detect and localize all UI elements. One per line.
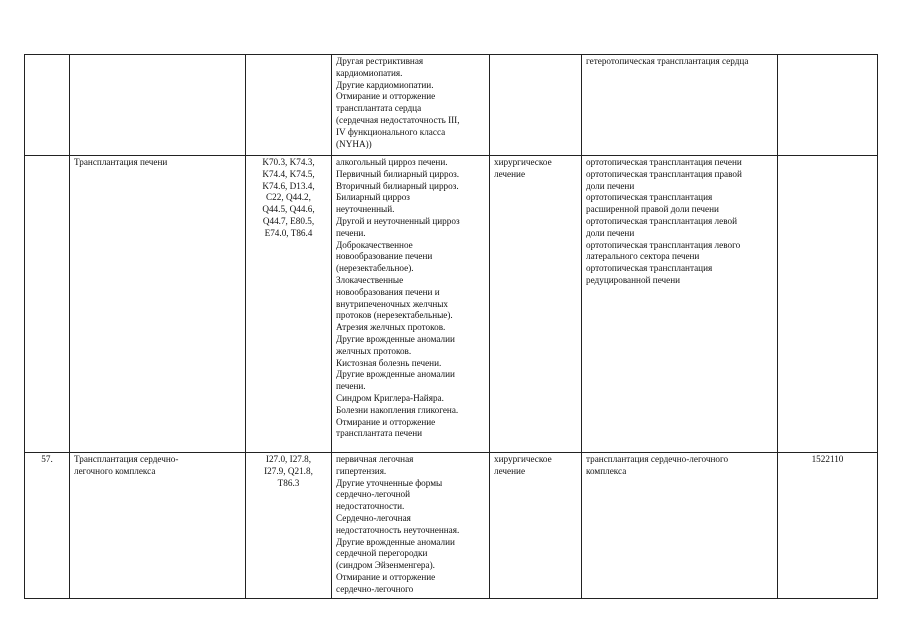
text-line: (сердечная недостаточность III, (336, 114, 460, 125)
text-line: Сердечно-легочная (336, 512, 411, 523)
procedure-name-cell (70, 55, 246, 156)
text-line: печени. (336, 227, 366, 238)
treatment-method-cell (582, 55, 778, 156)
text-line: Другой и неуточненный цирроз (336, 215, 460, 226)
text-line: комплекса (586, 465, 627, 476)
cost-norm-cell (778, 55, 878, 156)
row-number-cell (25, 156, 70, 453)
text-line: недостаточности. (336, 501, 405, 512)
text-line: гетеротопическая трансплантация сердца (586, 56, 749, 66)
treatment-method-cell (582, 156, 778, 453)
text-line: трансплантация сердечно-легочного (586, 454, 729, 464)
cost-norm-cell: 1522110 (778, 453, 878, 599)
text-line: новообразование печени (336, 251, 433, 262)
treatment-type-cell (490, 55, 582, 156)
table-row (25, 156, 878, 453)
text-line: хирургическое (494, 157, 552, 167)
text-line: Отмирание и отторжение (336, 416, 436, 427)
text-line: редуцированной печени (586, 274, 681, 285)
text-line: E74.0, T86.4 (264, 227, 313, 238)
row-number-cell (25, 55, 70, 156)
text-line: ортотопическая трансплантация левой (586, 215, 737, 226)
treatment-type-cell (490, 156, 582, 453)
icd-codes-cell (246, 55, 332, 156)
table-row (25, 453, 878, 599)
text-line: расширенной правой доли печени (586, 204, 719, 215)
text-line: печени. (336, 381, 366, 392)
text-line: IV функционального класса (336, 126, 446, 137)
text-line: Доброкачественное (336, 239, 413, 250)
treatment-type-cell (490, 453, 582, 599)
text-line: алкогольный цирроз печени. (336, 157, 448, 167)
text-line: первичная легочная (336, 454, 414, 464)
text-line: трансплантата сердца (336, 103, 422, 114)
text-line: ортотопическая трансплантация (586, 263, 713, 274)
icd-codes-cell (246, 453, 332, 599)
text-line: K74.6, D13.4, (262, 180, 315, 191)
text-line: ортотопическая трансплантация печени (586, 157, 742, 167)
text-line: внутрипеченочных желчных (336, 298, 449, 309)
procedure-name-cell (70, 453, 246, 599)
text-line: Кистозная болезнь печени. (336, 357, 442, 368)
text-line: сердечно-легочного (336, 583, 414, 594)
text-line: Отмирание и отторжение (336, 91, 436, 102)
patient-model-cell (332, 453, 490, 599)
text-line: Трансплантация сердечно- (74, 454, 179, 464)
text-line: (синдром Эйзенменгера). (336, 560, 435, 571)
text-line: лечение (494, 465, 526, 476)
text-line: K74.4, K74.5, (262, 168, 315, 179)
text-line: ортотопическая трансплантация (586, 192, 713, 203)
text-line: латерального сектора печени (586, 251, 700, 262)
medical-care-table (24, 54, 878, 599)
text-line: Отмирание и отторжение (336, 571, 436, 582)
text-line: Билиарный цирроз (336, 192, 410, 203)
text-line: Q44.7, E80.5, (262, 215, 315, 226)
text-line: сердечной перегородки (336, 548, 428, 559)
text-line: Другие врожденные аномалии (336, 333, 455, 344)
text-line: Трансплантация печени (74, 157, 168, 167)
text-line: Вторичный билиарный цирроз. (336, 180, 459, 191)
text-line: Болезни накопления гликогена. (336, 404, 459, 415)
text-line: Злокачественные (336, 274, 404, 285)
patient-model-cell (332, 156, 490, 453)
text-line: Первичный билиарный цирроз. (336, 168, 460, 179)
cost-norm-cell (778, 156, 878, 453)
text-line: (нерезектабельное). (336, 263, 414, 274)
text-line: Атрезия желчных протоков. (336, 322, 446, 333)
text-line: лечение (494, 168, 526, 179)
text-line: T86.3 (277, 477, 300, 488)
text-line: легочного комплекса (74, 465, 156, 476)
text-line: I27.0, I27.8, (265, 454, 312, 464)
text-line: доли печени (586, 227, 635, 238)
row-number-cell: 57. (25, 453, 70, 599)
table-row (25, 55, 878, 156)
text-line: I27.9, Q21.8, (264, 465, 313, 476)
text-line: протоков (нерезектабельные). (336, 310, 453, 321)
text-line: кардиомиопатия. (336, 67, 403, 78)
text-line: Q44.5, Q44.6, (262, 204, 315, 215)
text-line: Синдром Криглера-Найяра. (336, 392, 444, 403)
text-line: недостаточность неуточненная. (336, 524, 460, 535)
text-line: ортотопическая трансплантация левого (586, 239, 741, 250)
text-line: гипертензия. (336, 465, 387, 476)
text-line: Другая рестриктивная (336, 56, 424, 66)
text-line: C22, Q44.2, (266, 192, 311, 203)
text-line: Другие врожденные аномалии (336, 536, 455, 547)
text-line: доли печени (586, 180, 635, 191)
text-line: (NYHA)) (336, 138, 372, 149)
text-line: хирургическое (494, 454, 552, 464)
text-line: ортотопическая трансплантация правой (586, 168, 742, 179)
text-line: Другие врожденные аномалии (336, 369, 455, 380)
text-line: Другие кардиомиопатии. (336, 79, 434, 90)
icd-codes-cell (246, 156, 332, 453)
text-line: Другие уточненные формы (336, 477, 443, 488)
procedure-name-cell (70, 156, 246, 453)
text-line: новообразования печени и (336, 286, 440, 297)
text-line: сердечно-легочной (336, 489, 411, 500)
text-line: трансплантата печени (336, 428, 423, 439)
text-line: K70.3, K74.3, (262, 157, 315, 167)
treatment-method-cell (582, 453, 778, 599)
patient-model-cell (332, 55, 490, 156)
text-line: желчных протоков. (336, 345, 412, 356)
text-line: неуточненный. (336, 204, 395, 215)
